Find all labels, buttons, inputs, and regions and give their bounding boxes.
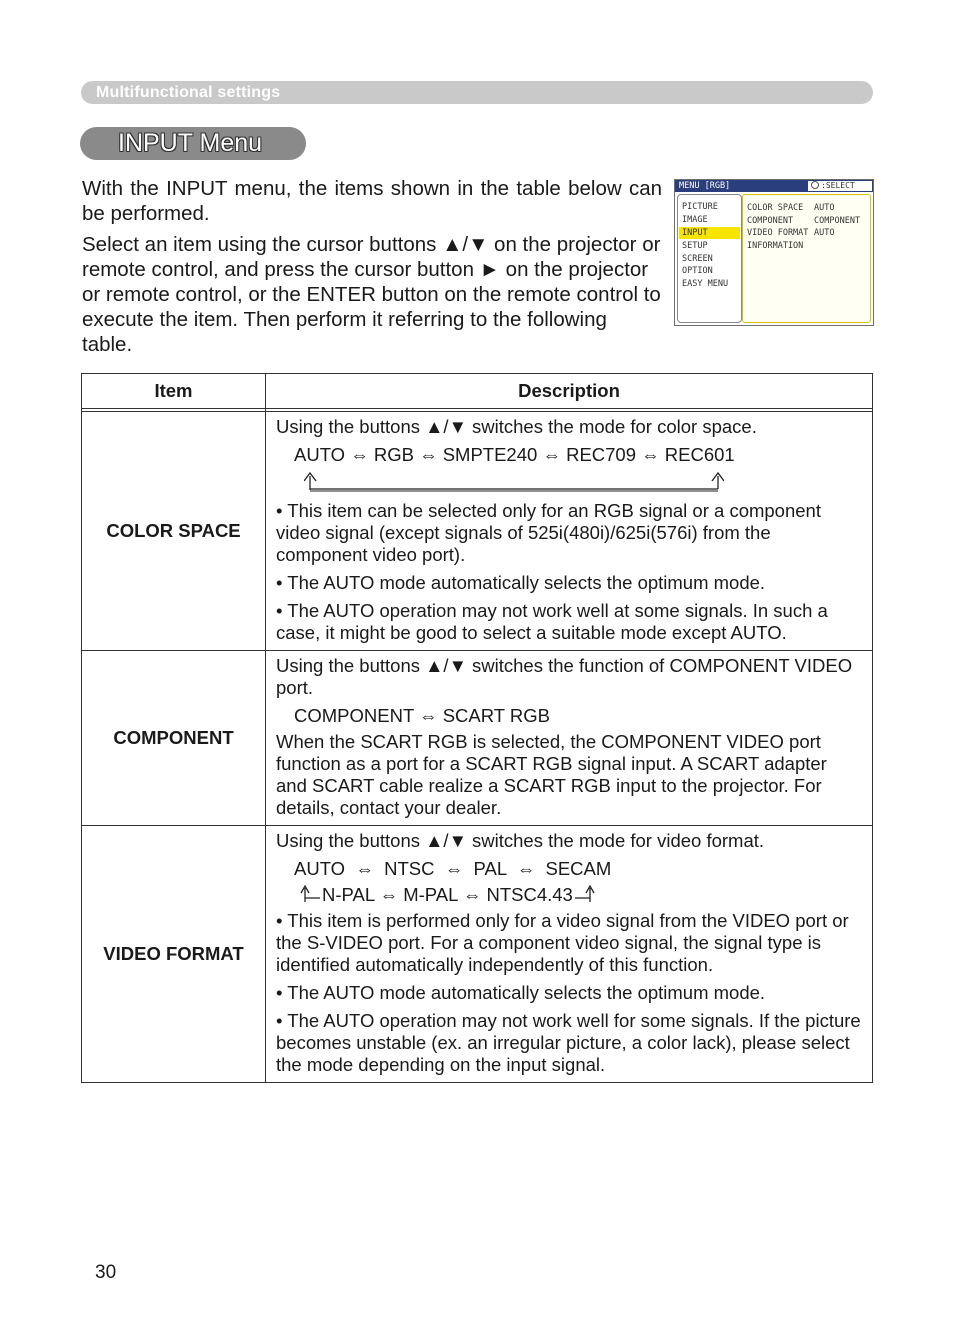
row-item-color-space: COLOR SPACE — [82, 412, 266, 651]
note-text: • This item is performed only for a video signal from the VIDEO port or the S-VIDEO port. For a component video signal, the signal type is identified automatically independently of this function. — [276, 910, 849, 975]
mode-sequence: COMPONENT ⇔ SCART RGB — [294, 705, 550, 726]
osd-select-label: :SELECT — [821, 181, 855, 190]
table-row — [82, 826, 873, 1083]
osd-menu-item-option: OPTION — [682, 266, 713, 276]
section-header-bar — [81, 81, 873, 104]
osd-select-hint — [808, 181, 872, 191]
note-text: • The AUTO mode automatically selects the optimum mode. — [276, 572, 766, 593]
row-description — [266, 412, 873, 651]
row-item-video-format: VIDEO FORMAT — [82, 826, 266, 1083]
mode-sequence: AUTO ⇔ NTSC ⇔ PAL ⇔ SECAM — [294, 858, 612, 879]
description-lead: Using the buttons ▲/▼ switches the mode for color space. — [276, 416, 757, 437]
mode-sequence-2-text: N-PAL ⇔ M-PAL ⇔ NTSC4.43 — [322, 884, 573, 905]
osd-header — [675, 180, 873, 192]
return-arrow-right-icon — [573, 884, 595, 904]
loop-arrow-icon — [304, 470, 724, 492]
osd-menu-item-easy-menu: EASY MENU — [682, 279, 729, 289]
description-lead: Using the buttons ▲/▼ switches the mode for video format. — [276, 830, 765, 851]
mode-sequence-second-line — [276, 884, 862, 906]
osd-sub-label: COMPONENT — [747, 216, 794, 226]
row-item-component: COMPONENT — [82, 651, 266, 826]
note-text: • The AUTO operation may not work well at some signals. In such a case, it might be good to select a suitable mode except AUTO. — [276, 600, 828, 643]
table-row — [82, 651, 873, 826]
osd-sub-label: VIDEO FORMAT — [747, 228, 809, 238]
note-text: • This item can be selected only for an RGB signal or a component video signal (except signals of 525i(480i)/625i(576i) from the component video port). — [276, 500, 821, 565]
osd-menu-screenshot — [674, 179, 874, 326]
section-label: Multifunctional settings — [96, 84, 281, 101]
note-text: • The AUTO mode automatically selects the optimum mode. — [276, 982, 766, 1003]
osd-menu-list — [677, 194, 742, 323]
osd-menu-item-image: IMAGE — [682, 215, 708, 225]
row-description — [266, 651, 873, 826]
joystick-icon — [811, 181, 819, 189]
table-row — [82, 412, 873, 651]
osd-menu-item-input: INPUT — [679, 227, 740, 239]
note-text: • The AUTO operation may not work well for some signals. If the picture becomes unstable (ex. an irregular picture, a color lack), please select the mode depending on the input signal. — [276, 1010, 861, 1075]
intro-text — [82, 176, 662, 363]
osd-sub-value: COMPONENT — [814, 216, 861, 226]
page-number: 30 — [95, 1262, 117, 1283]
column-header-item: Item — [82, 374, 266, 409]
row-description — [266, 826, 873, 1083]
mode-sequence: AUTO ⇔ RGB ⇔ SMPTE240 ⇔ REC709 ⇔ REC601 — [294, 444, 735, 465]
osd-sub-value: AUTO — [814, 228, 835, 238]
osd-header-title: MENU [RGB] — [679, 181, 731, 191]
osd-sub-label: COLOR SPACE — [747, 203, 804, 213]
osd-sub-label: INFORMATION — [747, 241, 804, 251]
osd-submenu-panel — [742, 194, 871, 323]
page-title: INPUT Menu — [118, 129, 263, 157]
osd-sub-value: AUTO — [814, 203, 835, 213]
osd-menu-item-setup: SETUP — [682, 241, 708, 251]
osd-menu-item-screen: SCREEN — [682, 254, 713, 264]
page-title-pill — [80, 127, 306, 160]
intro-paragraph-2: Select an item using the cursor buttons ▲/▼ on the projector or remote control, and press the cursor button ► on the projector or remote control, or the ENTER button on the remote control to execute the item. Then perform it referring to the following table. — [82, 233, 661, 356]
input-menu-table — [81, 373, 873, 1083]
return-arrow-left-icon — [300, 884, 322, 904]
column-header-description: Description — [266, 374, 873, 409]
intro-paragraph-1: With the INPUT menu, the items shown in the table below can be performed. — [82, 177, 662, 225]
description-lead: Using the buttons ▲/▼ switches the function of COMPONENT VIDEO port. — [276, 655, 853, 698]
table-header-row — [82, 374, 873, 409]
note-text: When the SCART RGB is selected, the COMPONENT VIDEO port function as a port for a SCART RGB signal input. A SCART adapter and SCART cable realize a SCART RGB input to the projector. For details, contact your dealer. — [276, 731, 827, 818]
osd-menu-item-picture: PICTURE — [682, 202, 718, 212]
